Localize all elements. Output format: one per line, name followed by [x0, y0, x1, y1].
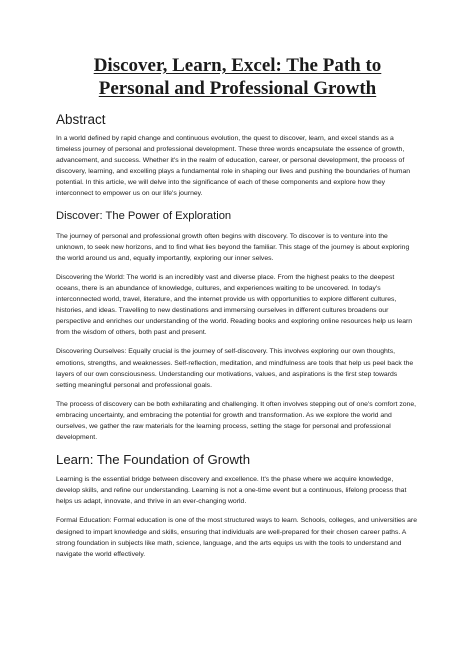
section-heading-learn: Learn: The Foundation of Growth [56, 452, 251, 468]
discover-paragraph-world: Discovering the World: The world is an incredibly vast and diverse place. From the highest peaks to the deepest oceans, there is an abundance of knowledge, cultures, and experiences waiting to be uncovered. In today's interconnected world, travel, literature, and the internet provide us with opportunities to explore different cultures, histories, and ideas. Travelling to new destinations and immersing ourselves in different cultures broadens our perspective and enriches our understanding of the world. Reading books and exploring online resources help us learn from the wisdom of others, both past and present. [56, 273, 413, 337]
discover-paragraph-ourselves: Discovering Ourselves: Equally crucial is the journey of self-discovery. This involves exploring our own thoughts, emotions, strengths, and weaknesses. Self-reflection, meditation, and mindfulness are tools that help us peel back the layers of our own consciousness. Understanding our motivations, values, and aspirations is the first step towards setting meaningful personal and professional goals. [56, 348, 414, 389]
discover-paragraph-process: The process of discovery can be both exhilarating and challenging. It often involves stepping out of one's comfort zone, embracing uncertainty, and embracing the potential for growth and transformation. As we explore the world and ourselves, we gather the raw materials for the learning process, setting the stage for personal and professional development. [56, 400, 417, 442]
discover-paragraph-intro: The journey of personal and professional growth often begins with discovery. To discover is to venture into the unknown, to seek new horizons, and to find what lies beyond the familiar. This stage of the journey is about exploring the world around us and, equally importantly, exploring our inner selves. [56, 232, 410, 262]
section-heading-discover: Discover: The Power of Exploration [56, 209, 232, 222]
document-page [56, 54, 419, 568]
learn-paragraph-intro: Learning is the essential bridge between discovery and excellence. It's the phase where we acquire knowledge, develop skills, and refine our understanding. Learning is not a one-time event but a continuous, lifelong process that helps us adapt, innovate, and thrive in an ever-changing world. [56, 476, 407, 506]
abstract-paragraph: In a world defined by rapid change and continuous evolution, the quest to discover, learn, and excel stands as a timeless journey of personal and professional development. These three words encapsulate the essence of growth, advancement, and success. Whether it's in the realm of education, career, or personal development, the process of discovery, learning, and excelling plays a fundamental role in shaping our lives and pushing the boundaries of human potential. In this article, we will delve into the significance of each of these components and explore how they interconnect to empower us on our life's journey. [56, 135, 411, 198]
document-title: Discover, Learn, Excel: The Path to Personal and Professional Growth [93, 55, 382, 99]
abstract-heading: Abstract [56, 112, 106, 127]
learn-paragraph-formal-education: Formal Education: Formal education is one of the most structured ways to learn. Schools, colleges, and universities are designed to impart knowledge and skills, ensuring that individuals are well-prepared for their chosen career paths. A strong foundation in subjects like math, science, language, and the arts equips us with the tools to understand and navigate the world effectively. [56, 517, 417, 558]
